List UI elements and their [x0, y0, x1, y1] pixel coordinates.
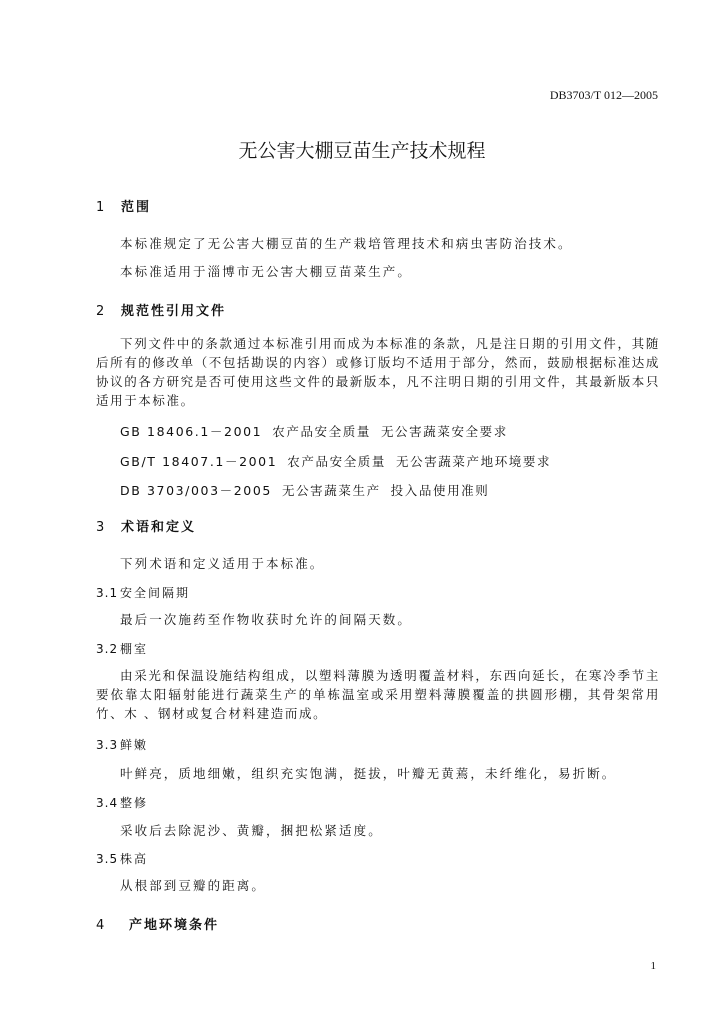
term-3-5-heading — [96, 850, 148, 867]
section-4-heading — [96, 914, 219, 933]
normative-reference — [120, 481, 499, 499]
term-3-4-definition: 采收后去除泥沙、黄瓣，捆把松紧适度。 — [120, 823, 383, 838]
section-number: 4 — [96, 918, 105, 933]
normative-reference — [120, 422, 518, 440]
document-title: 无公害大棚豆苗生产技术规程 — [238, 140, 486, 162]
term-3-3-heading — [96, 736, 148, 753]
section-title: 术语和定义 — [121, 520, 197, 535]
section-number: 3 — [96, 520, 105, 535]
section-1-paragraph-1: 本标准规定了无公害大棚豆苗的生产栽培管理技术和病虫害防治技术。 — [120, 236, 573, 251]
term-title: 安全间隔期 — [120, 586, 191, 600]
reference-name: 无公害蔬菜安全要求 — [380, 424, 508, 439]
reference-code: GB 18406.1－2001 — [120, 424, 263, 439]
reference-code: DB 3703/003－2005 — [120, 483, 272, 498]
term-number: 3.5 — [96, 852, 119, 866]
term-number: 3.3 — [96, 738, 119, 752]
term-3-1-definition: 最后一次施药至作物收获时允许的间隔天数。 — [120, 612, 413, 627]
reference-name: 无公害蔬菜生产 — [281, 483, 381, 498]
term-title: 整修 — [120, 796, 149, 810]
reference-name: 农产品安全质量 — [287, 454, 386, 469]
standard-code: DB3703/T 012—2005 — [549, 88, 658, 102]
section-3-heading — [96, 516, 196, 535]
reference-name: 投入品使用准则 — [390, 483, 490, 498]
term-number: 3.4 — [96, 796, 119, 810]
term-3-4-heading — [96, 794, 148, 811]
section-2-heading — [96, 300, 226, 319]
page-number: 1 — [650, 960, 656, 972]
term-title: 株高 — [120, 852, 149, 866]
section-title: 产地环境条件 — [129, 918, 220, 933]
term-3-2-heading — [96, 640, 148, 657]
section-title: 范围 — [121, 200, 152, 215]
section-2-paragraph: 下列文件中的条款通过本标准引用而成为本标准的条款，凡是注日期的引用文件，其随后所有的修改单（不包括勘误的内容）或修订版均不适用于部分，然而，鼓励根据标准达成协议的各方研究是否可使用这些文件的最新版本，凡不注明日期的引用文件，其最新版本只适用于本标准。 — [96, 336, 661, 408]
term-3-3-definition: 叶鲜亮，质地细嫩，组织充实饱满，挺拔，叶瓣无黄蔫，未纤维化，易折断。 — [120, 766, 617, 781]
normative-reference — [120, 452, 561, 470]
term-3-2-definition: 由采光和保温设施结构组成，以塑料薄膜为透明覆盖材料，东西向延长，在寒冷季节主要依靠太阳辐射能进行蔬菜生产的单栋温室或采用塑料薄膜覆盖的拱圆形棚，其骨架常用竹、木 、钢材或复合材料建造而成。 — [96, 668, 660, 721]
term-3-1-heading — [96, 584, 190, 601]
section-1-heading — [96, 196, 151, 215]
term-number: 3.2 — [96, 642, 119, 656]
reference-code: GB/T 18407.1－2001 — [120, 454, 278, 469]
section-3-intro: 下列术语和定义适用于本标准。 — [120, 556, 325, 571]
section-number: 1 — [96, 200, 105, 215]
section-number: 2 — [96, 304, 105, 319]
section-title: 规范性引用文件 — [121, 304, 227, 319]
term-3-5-definition: 从根部到豆瓣的距离。 — [120, 878, 267, 893]
term-title: 棚室 — [120, 642, 149, 656]
reference-name: 无公害蔬菜产地环境要求 — [396, 454, 552, 469]
term-number: 3.1 — [96, 586, 119, 600]
reference-name: 农产品安全质量 — [272, 424, 371, 439]
term-title: 鲜嫩 — [120, 738, 149, 752]
section-1-paragraph-2: 本标准适用于淄博市无公害大棚豆苗菜生产。 — [120, 264, 413, 279]
